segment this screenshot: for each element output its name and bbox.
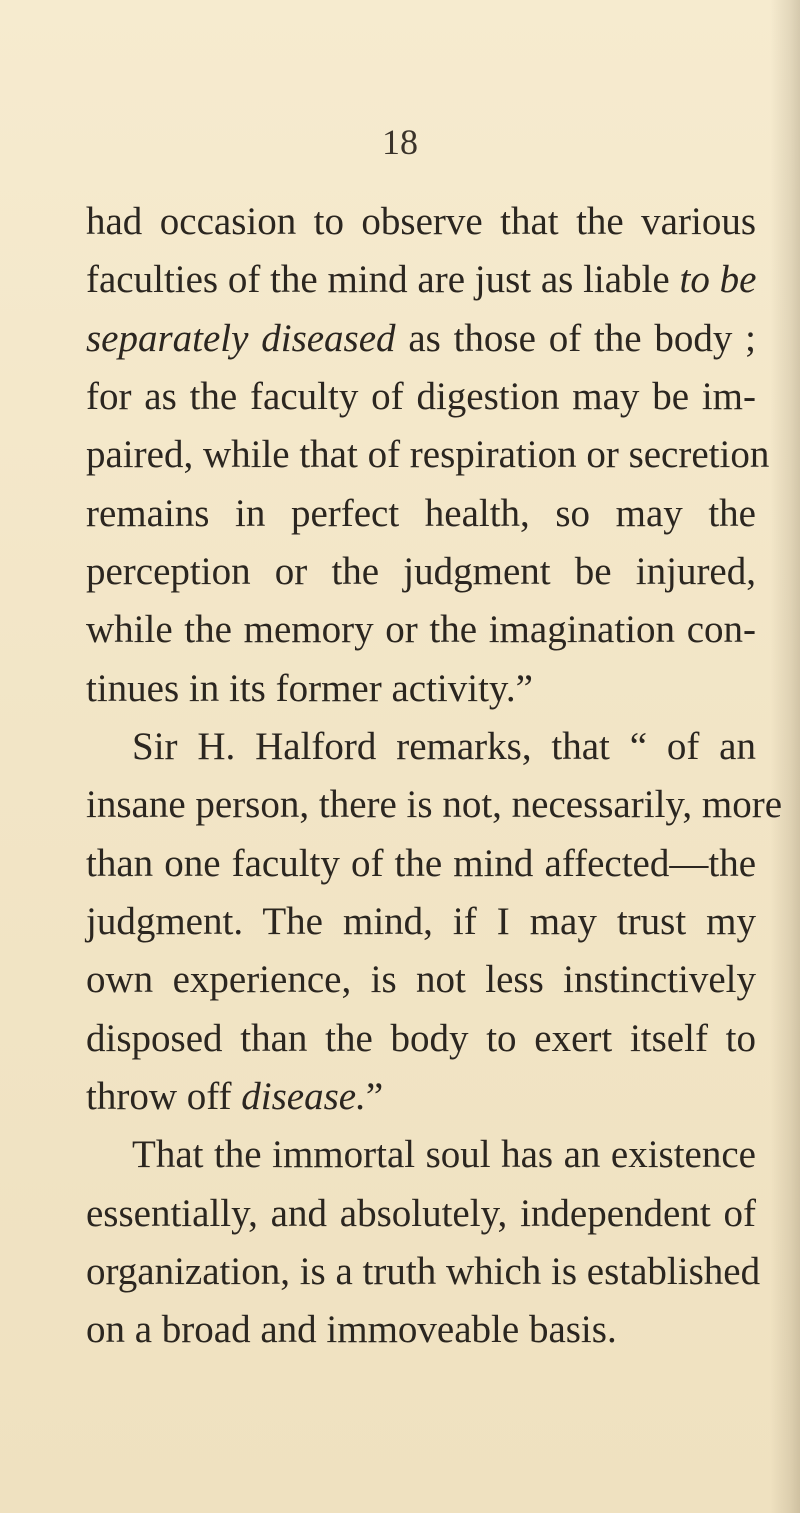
text-span: as those of the body ; [395,317,756,360]
text-line: while the memory or the imagination con- [86,608,756,651]
text-line: for as the faculty of digestion may be im- [86,375,756,418]
text-line: remains in perfect health, so may the [86,492,756,535]
page-number: 18 [382,122,418,162]
text-line: than one faculty of the mind affected—the [86,842,756,885]
text-line: on a broad and immoveable basis. [86,1308,617,1351]
text-line: judgment. The mind, if I may trust my [86,900,756,943]
text-span: throw off [86,1075,242,1118]
text-line [86,258,756,302]
text-line: paired, while that of respiration or secretion [86,433,770,476]
text-span: ” [365,1075,384,1118]
text-line [86,1075,756,1119]
italic-span: disease. [241,1075,366,1118]
text-line: essentially, and absolutely, independent of [86,1192,756,1235]
text-line: own experience, is not less instinctively [86,958,756,1001]
text-line: tinues in its former activity.” [86,667,533,710]
text-line [86,317,756,361]
text-line: That the immortal soul has an existence [132,1133,756,1176]
text-line: organization, is a truth which is established [86,1250,761,1293]
italic-span: to be [679,258,757,301]
text-line: disposed than the body to exert itself to [86,1017,756,1060]
text-line: perception or the judgment be injured, [86,550,756,593]
italic-span: separately diseased [86,317,396,360]
text-line: insane person, there is not, necessarily, more [86,783,783,826]
text-span: faculties of the mind are just as liable [86,258,680,301]
text-line: Sir H. Halford remarks, that “ of an [132,725,756,768]
text-line: had occasion to observe that the various [86,200,756,243]
